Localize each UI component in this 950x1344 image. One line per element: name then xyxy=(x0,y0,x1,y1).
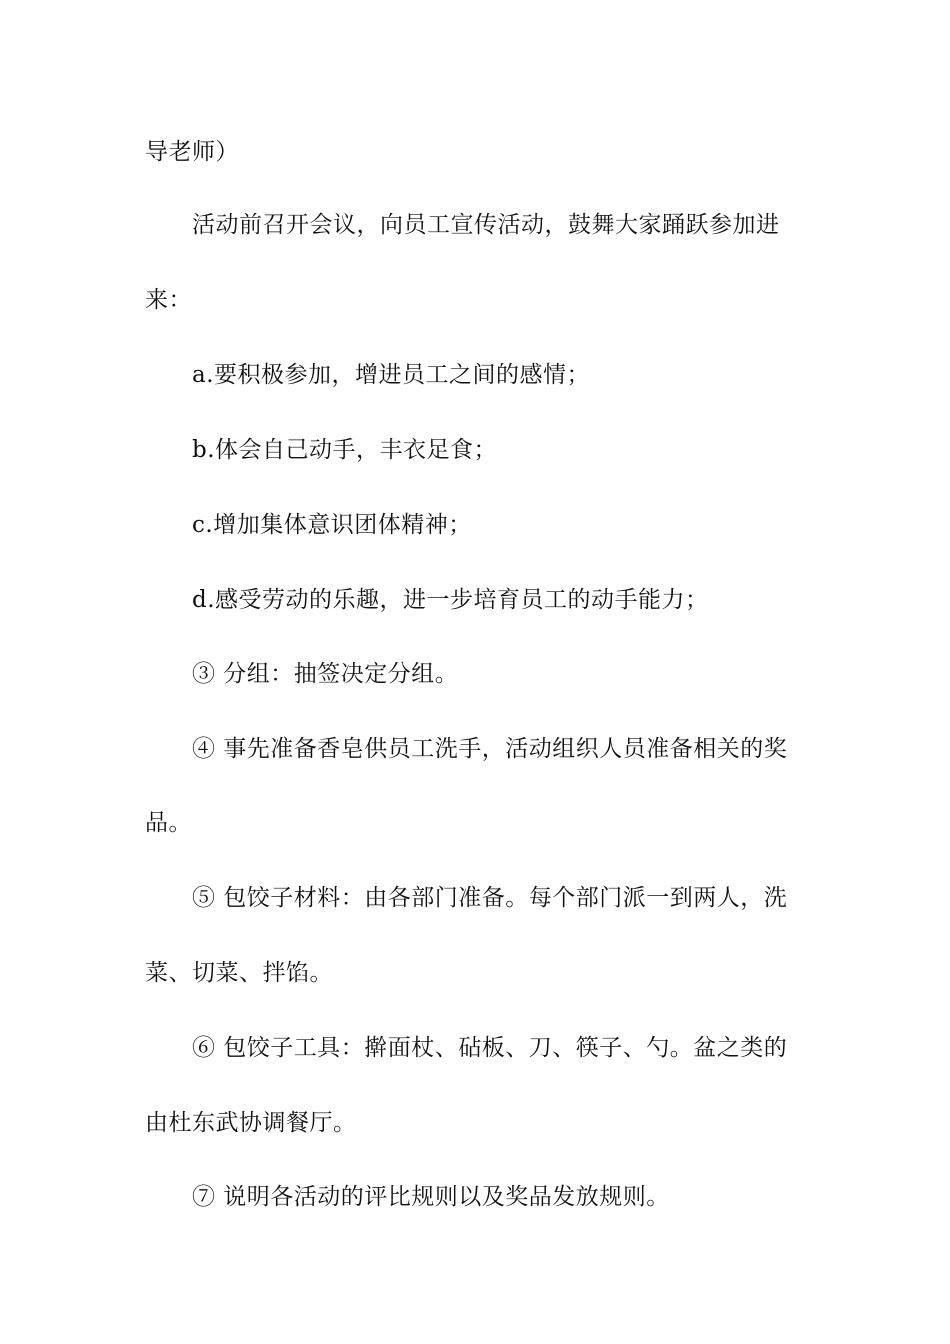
step-6-tools-wrap: 由杜东武协调餐厅。 xyxy=(145,1110,357,1136)
step-5-materials: ⑤ 包饺子材料：由各部门准备。每个部门派一到两人，洗 xyxy=(192,885,788,911)
list-item-d: d.感受劳动的乐趣，进一步培育员工的动手能力； xyxy=(192,587,709,613)
step-4-preparation: ④ 事先准备香皂供员工洗手，活动组织人员准备相关的奖 xyxy=(192,736,788,762)
list-item-a: a.要积极参加，增进员工之间的感情； xyxy=(192,362,591,388)
step-3-grouping: ③ 分组：抽签决定分组。 xyxy=(192,661,459,687)
list-item-b: b.体会自己动手，丰衣足食； xyxy=(192,437,498,463)
list-item-c: c.增加集体意识团体精神； xyxy=(192,512,472,538)
text-line-meeting: 活动前召开会议，向员工宣传活动，鼓舞大家踊跃参加进 xyxy=(192,212,780,238)
step-7-rules: ⑦ 说明各活动的评比规则以及奖品发放规则。 xyxy=(192,1184,670,1210)
step-6-tools: ⑥ 包饺子工具：擀面杖、砧板、刀、筷子、勺。盆之类的 xyxy=(192,1035,788,1061)
text-line-meeting-wrap: 来： xyxy=(145,287,192,313)
step-4-preparation-wrap: 品。 xyxy=(145,810,192,836)
step-5-materials-wrap: 菜、切菜、拌馅。 xyxy=(145,960,333,986)
text-line-continuation: 导老师） xyxy=(145,139,239,165)
